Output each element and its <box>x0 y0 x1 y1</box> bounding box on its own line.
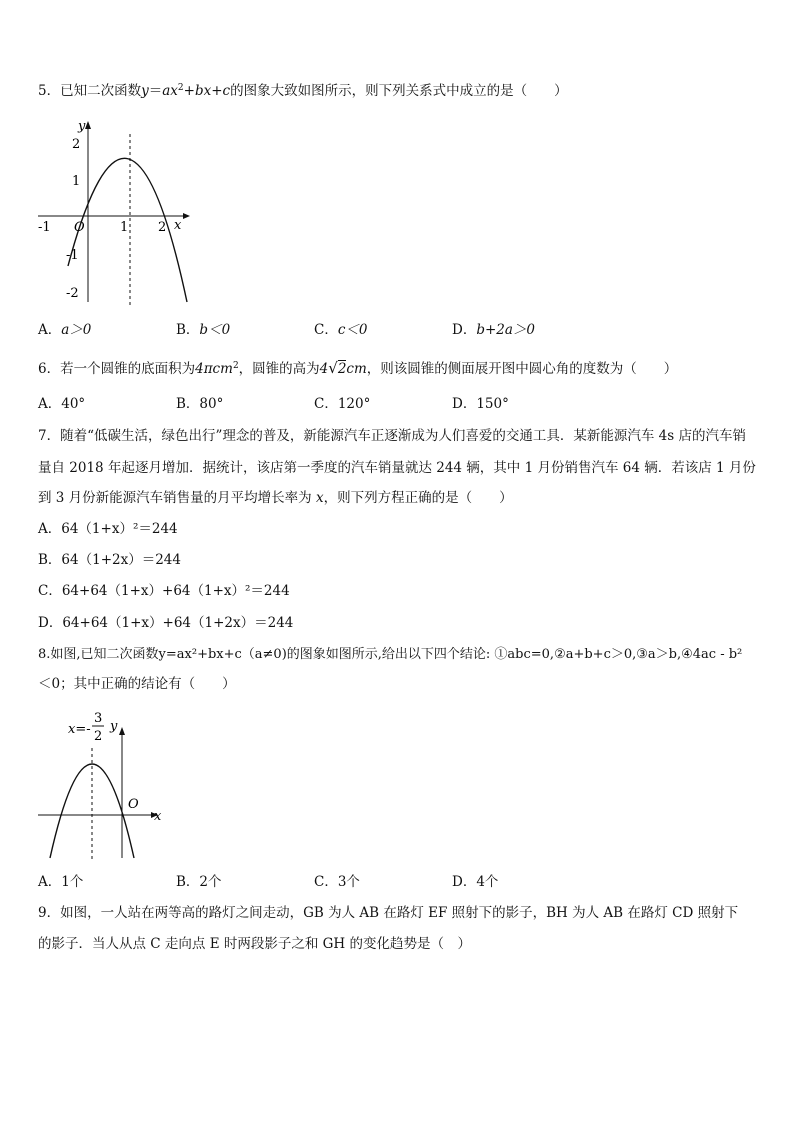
q5-option-a[interactable] <box>38 321 91 339</box>
q5-y-label: y <box>78 119 86 134</box>
q5-x-tick-1: 1 <box>120 220 129 235</box>
q5-option-d-letter: D． <box>452 322 477 338</box>
q8-option-d[interactable]: D．4个 <box>452 874 499 890</box>
q8-stem-line1: 8.如图,已知二次函数y=ax²+bx+c（a≠0)的图象如图所示,给出以下四个结论: ①abc=0,②a+b+c＞0,③a＞b,④4ac - b² <box>38 647 743 662</box>
q6-area-pow: 2 <box>232 361 239 371</box>
q8-stem-line2: ＜0；其中正确的结论有（ ） <box>38 676 236 692</box>
q8-origin-label: O <box>128 797 139 812</box>
q7-line3-b: ，则下列方程正确的是（ ） <box>323 490 513 506</box>
q5-y: y <box>141 83 149 99</box>
q8-frac-numerator: 3 <box>94 711 103 726</box>
q6-area-unit: πcm <box>203 361 233 377</box>
q5-stem <box>38 82 568 100</box>
q6-option-c[interactable]: C．120° <box>314 396 371 412</box>
q6-option-d[interactable]: D．150° <box>452 396 509 412</box>
q5-option-d[interactable] <box>452 321 535 339</box>
q5-origin-label: O <box>74 220 85 235</box>
q6-stem <box>38 359 677 378</box>
q6-stem-a: 6．若一个圆锥的底面积为 <box>38 361 196 377</box>
q7-variable-x: x <box>315 490 324 506</box>
q5-option-a-expr: a＞0 <box>61 322 92 338</box>
q7-option-d[interactable]: D．64+64（1+x）+64（1+2x）＝244 <box>38 615 294 631</box>
q8-y-arrow <box>119 727 125 735</box>
q7-option-c[interactable]: C．64+64（1+x）+64（1+x）²＝244 <box>38 583 290 599</box>
q5-option-b[interactable] <box>176 321 230 339</box>
q9-stem-line2: 的影子．当人从点 C 走向点 E 时两段影子之和 GH 的变化趋势是（ ） <box>38 936 471 952</box>
q5-option-b-expr: b＜0 <box>199 322 231 338</box>
q5-stem-suffix: 的图象大致如图所示，则下列关系式中成立的是（ ） <box>230 83 568 99</box>
q5-option-a-letter: A． <box>38 322 62 338</box>
q6-option-b[interactable]: B．80° <box>176 396 224 412</box>
q7-stem-line3 <box>38 489 513 507</box>
q8-option-c[interactable]: C．3个 <box>314 874 360 890</box>
q5-rest: +bx+c <box>183 83 231 99</box>
q5-option-b-letter: B． <box>176 322 200 338</box>
q6-height-radicand: 2 <box>337 361 347 377</box>
q7-stem-line1: 7．随着“低碳生活，绿色出行”理念的普及，新能源汽车正逐渐成为人们喜爱的交通工具．某新能源汽车 4s 店的汽车销 <box>38 428 746 444</box>
q8-option-a[interactable]: A．1个 <box>38 874 84 890</box>
q8-option-b[interactable]: B．2个 <box>176 874 222 890</box>
q5-option-c-expr: c＜0 <box>337 322 368 338</box>
q8-y-label: y <box>110 719 118 734</box>
q5-y-tick-1: 1 <box>72 174 81 189</box>
q6-area-coef: 4 <box>195 361 204 377</box>
q7-option-a[interactable]: A．64（1+x）²＝244 <box>38 521 178 537</box>
q5-stem-prefix: 5．已知二次函数 <box>38 83 142 99</box>
q5-x-tick-2: 2 <box>158 220 167 235</box>
q6-height-coef: 4 <box>319 361 329 377</box>
q7-stem-line2: 量自 2018 年起逐月增加．据统计，该店第一季度的汽车销量就达 244 辆，其中 1 月份销售汽车 64 辆．若该店 1 月份 <box>38 460 756 476</box>
q7-option-b[interactable]: B．64（1+2x）＝244 <box>38 552 181 568</box>
q5-y-tick-2: 2 <box>72 137 81 152</box>
q8-axis-eq-label: x=- <box>68 722 91 737</box>
q5-eq: ＝ <box>148 83 163 99</box>
q5-parabola-graph <box>34 116 204 308</box>
q7-line3-a: 到 3 月份新能源汽车销售量的月平均增长率为 <box>38 490 316 506</box>
q5-x-label: x <box>174 218 182 233</box>
q5-y-arrow <box>85 121 91 129</box>
q5-ax: ax <box>162 83 178 99</box>
q5-option-c[interactable] <box>314 321 368 339</box>
q6-stem-b: ，圆锥的高为 <box>238 361 320 377</box>
q5-x-arrow <box>183 213 190 219</box>
q8-parabola-graph <box>34 708 174 864</box>
q8-frac-denominator: 2 <box>94 729 103 744</box>
q6-height-unit: cm <box>346 361 367 377</box>
q8-x-label: x <box>154 809 162 824</box>
q6-stem-c: ，则该圆锥的侧面展开图中圆心角的度数为（ ） <box>366 361 678 377</box>
q5-pow: 2 <box>177 83 184 93</box>
q5-y-tick-neg2: -2 <box>66 286 79 301</box>
q9-stem-line1: 9．如图，一人站在两等高的路灯之间走动，GB 为人 AB 在路灯 EF 照射下的影子，BH 为人 AB 在路灯 CD 照射下 <box>38 905 739 921</box>
q5-option-d-expr: b+2a＞0 <box>476 322 536 338</box>
q5-option-c-letter: C． <box>314 322 338 338</box>
q6-option-a[interactable]: A．40° <box>38 396 86 412</box>
q5-x-tick-neg1: -1 <box>38 220 51 235</box>
q5-y-tick-neg1: -1 <box>66 248 79 263</box>
sqrt-icon: √ <box>328 359 338 377</box>
